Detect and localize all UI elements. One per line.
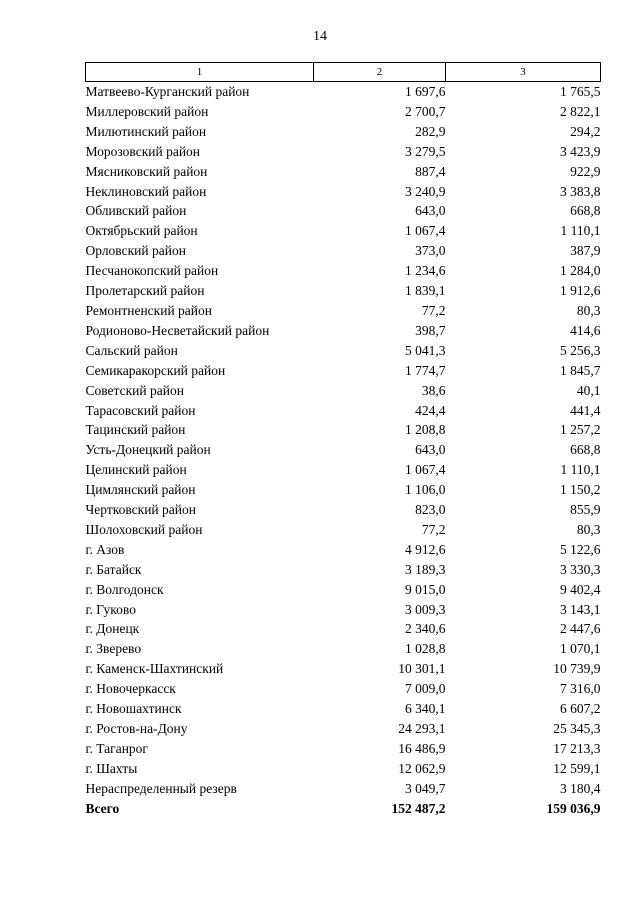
row-name: Матвеево-Курганский район [85, 84, 250, 99]
table-row [86, 142, 601, 162]
row-name: Неклиновский район [85, 183, 207, 199]
row-name: Целинский район [85, 462, 187, 478]
row-value-col2: 398,7 [415, 322, 446, 338]
row-value-col2: 77,2 [421, 521, 446, 537]
row-name: г. Шахты [85, 760, 138, 776]
row-name: Тарасовский район [85, 402, 196, 418]
row-value-col2: 1 234,6 [405, 263, 446, 279]
total-col2: 152 487,2 [391, 800, 446, 816]
table-row [86, 560, 601, 580]
table-row [86, 659, 601, 679]
row-name: г. Зверево [85, 641, 142, 657]
table-row [86, 401, 601, 421]
table-row [86, 759, 601, 779]
table-row [86, 480, 601, 500]
table-row [86, 221, 601, 241]
row-name: Семикаракорский район [85, 362, 226, 378]
row-value-col2: 643,0 [415, 442, 446, 458]
row-value-col3: 5 256,3 [560, 342, 601, 358]
table-row [86, 520, 601, 540]
row-value-col2: 5 041,3 [405, 342, 446, 358]
row-name: Мясниковский район [85, 163, 208, 179]
table-row [86, 619, 601, 639]
row-value-col3: 10 739,9 [553, 661, 601, 677]
row-value-col3: 1 845,7 [560, 362, 601, 378]
row-value-col2: 3 240,9 [405, 183, 446, 199]
row-value-col3: 1 070,1 [560, 641, 601, 657]
row-value-col2: 823,0 [415, 502, 446, 518]
table-row [86, 500, 601, 520]
row-value-col3: 3 383,8 [560, 183, 601, 199]
row-value-col3: 922,9 [570, 163, 601, 179]
table-row [86, 420, 601, 440]
row-value-col2: 373,0 [415, 243, 446, 259]
row-value-col2: 1 697,6 [405, 84, 446, 99]
row-value-col2: 2 700,7 [405, 103, 446, 119]
table-row [86, 600, 601, 620]
row-value-col2: 424,4 [415, 402, 446, 418]
table-row [86, 82, 601, 102]
row-value-col3: 2 822,1 [560, 103, 601, 119]
row-value-col3: 441,4 [570, 402, 601, 418]
row-value-col2: 6 340,1 [405, 701, 446, 717]
row-value-col3: 12 599,1 [553, 760, 601, 776]
row-name: Советский район [85, 382, 184, 398]
row-value-col3: 1 765,5 [560, 84, 601, 99]
row-name: Цимлянский район [85, 482, 196, 498]
row-value-col2: 16 486,9 [398, 740, 446, 756]
row-name: Усть-Донецкий район [85, 442, 211, 458]
total-col3: 159 036,9 [546, 800, 601, 816]
table-row [86, 301, 601, 321]
row-value-col3: 9 402,4 [560, 581, 601, 597]
row-value-col2: 282,9 [415, 123, 446, 139]
table-row [86, 281, 601, 301]
row-value-col2: 1 839,1 [405, 283, 446, 299]
table-row [86, 102, 601, 122]
column-header-2: 2 [314, 63, 446, 82]
row-value-col3: 6 607,2 [560, 701, 601, 717]
row-value-col3: 40,1 [576, 382, 601, 398]
row-value-col3: 3 423,9 [560, 143, 601, 159]
row-name: г. Ростов-на-Дону [85, 721, 188, 736]
row-name: Чертковский район [85, 502, 196, 518]
row-value-col2: 4 912,6 [405, 541, 446, 557]
row-name: Миллеровский район [85, 103, 209, 119]
row-name: г. Новочеркасск [85, 681, 176, 697]
row-value-col2: 10 301,1 [398, 661, 446, 677]
row-value-col3: 668,8 [570, 442, 601, 458]
table-row [86, 580, 601, 600]
row-value-col3: 3 330,3 [560, 561, 601, 577]
table-row [86, 460, 601, 480]
row-value-col2: 1 067,4 [405, 462, 446, 478]
total-row [86, 799, 601, 819]
table-row [86, 679, 601, 699]
table-row [86, 739, 601, 759]
row-name: Ремонтненский район [85, 302, 212, 318]
row-value-col3: 2 447,6 [560, 621, 601, 637]
table-row [86, 201, 601, 221]
row-value-col2: 643,0 [415, 203, 446, 219]
table-row [86, 639, 601, 659]
table-row [86, 321, 601, 341]
row-value-col2: 7 009,0 [405, 681, 446, 697]
table-row [86, 779, 601, 799]
row-name: г. Волгодонск [85, 581, 164, 597]
row-name: Милютинский район [85, 123, 207, 139]
header-row [86, 63, 601, 82]
row-value-col2: 12 062,9 [398, 760, 446, 776]
row-name: г. Новошахтинск [85, 701, 182, 717]
table-row [86, 440, 601, 460]
column-header-3: 3 [446, 63, 601, 82]
row-value-col2: 24 293,1 [398, 721, 446, 736]
row-name: Обливский район [85, 203, 187, 219]
row-value-col2: 3 189,3 [405, 561, 446, 577]
row-value-col2: 1 106,0 [405, 482, 446, 498]
row-value-col3: 7 316,0 [560, 681, 601, 697]
table-body [86, 82, 601, 799]
row-value-col2: 3 049,7 [405, 780, 446, 796]
row-value-col3: 25 345,3 [553, 721, 601, 736]
row-name: Пролетарский район [85, 283, 205, 299]
table-row [86, 122, 601, 142]
row-name: Орловский район [85, 243, 186, 259]
row-value-col2: 1 067,4 [405, 223, 446, 239]
row-name: Шолоховский район [85, 521, 203, 537]
table-row [86, 341, 601, 361]
table-row [86, 719, 601, 739]
row-name: Морозовский район [85, 143, 201, 159]
row-value-col3: 414,6 [570, 322, 601, 338]
table-row [86, 381, 601, 401]
row-value-col2: 2 340,6 [405, 621, 446, 637]
row-value-col2: 887,4 [415, 163, 446, 179]
row-value-col3: 668,8 [570, 203, 601, 219]
table-row [86, 162, 601, 182]
page-number: 14 [313, 29, 327, 44]
table-row [86, 540, 601, 560]
table-row [86, 261, 601, 281]
row-value-col3: 5 122,6 [560, 541, 601, 557]
row-name: Нераспределенный резерв [85, 780, 237, 796]
row-value-col3: 1 110,1 [560, 223, 601, 239]
row-name: Октябрьский район [85, 223, 198, 239]
row-name: Песчанокопский район [85, 263, 219, 279]
row-value-col2: 3 279,5 [405, 143, 446, 159]
row-name: г. Каменск-Шахтинский [85, 661, 224, 677]
row-value-col3: 80,3 [576, 521, 601, 537]
total-label: Всего [85, 800, 120, 816]
table-footer [86, 799, 601, 819]
table-row [86, 241, 601, 261]
row-value-col2: 77,2 [421, 302, 446, 318]
table-row [86, 361, 601, 381]
row-name: Родионово-Несветайский район [85, 322, 270, 338]
column-header-1: 1 [86, 63, 314, 82]
row-name: г. Батайск [85, 561, 142, 577]
row-value-col3: 1 110,1 [560, 462, 601, 478]
row-value-col3: 1 912,6 [560, 283, 601, 299]
row-value-col3: 387,9 [570, 243, 601, 259]
row-name: г. Азов [85, 541, 125, 557]
row-name: Сальский район [85, 342, 178, 358]
table-header [86, 63, 601, 82]
row-value-col2: 1 208,8 [405, 422, 446, 438]
row-value-col2: 3 009,3 [405, 601, 446, 617]
row-name: г. Таганрог [85, 740, 148, 756]
row-value-col2: 9 015,0 [405, 581, 446, 597]
row-value-col3: 855,9 [570, 502, 601, 518]
row-name: г. Гуково [85, 601, 136, 617]
table-row [86, 699, 601, 719]
row-value-col2: 1 028,8 [405, 641, 446, 657]
row-name: г. Донецк [85, 621, 140, 637]
row-value-col2: 1 774,7 [405, 362, 446, 378]
row-value-col3: 1 257,2 [560, 422, 601, 438]
row-value-col3: 1 284,0 [560, 263, 601, 279]
row-value-col2: 38,6 [421, 382, 446, 398]
row-value-col3: 3 180,4 [560, 780, 601, 796]
budget-table [85, 62, 601, 819]
row-value-col3: 1 150,2 [560, 482, 601, 498]
row-value-col3: 294,2 [570, 123, 601, 139]
row-value-col3: 80,3 [576, 302, 601, 318]
table-row [86, 182, 601, 202]
row-value-col3: 3 143,1 [560, 601, 601, 617]
row-value-col3: 17 213,3 [553, 740, 601, 756]
row-name: Тацинский район [85, 422, 186, 438]
